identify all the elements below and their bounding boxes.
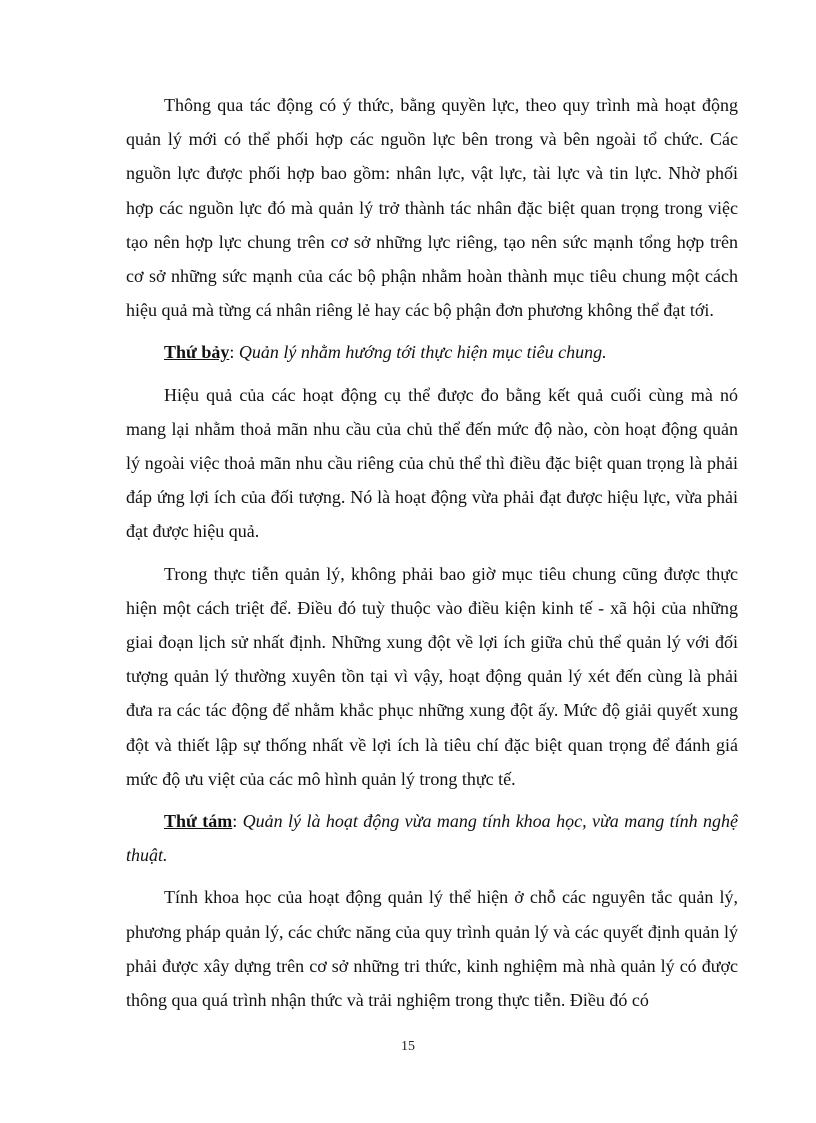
heading-text: Quản lý là hoạt động vừa mang tính khoa học, vừa mang tính nghệ thuật. (126, 811, 738, 866)
section-heading-eighth (126, 804, 738, 872)
paragraph-scientific-nature: Tính khoa học của hoạt động quản lý thể hiện ở chỗ các nguyên tắc quản lý, phương pháp quản lý, các chức năng của quy trình quản lý và các quyết định quản lý phải được xây dựng trên cơ sở những tri thức, kinh nghiệm mà nhà quản lý có được thông qua quá trình nhận thức và trải nghiệm trong thực tiễn. Điều đó có (126, 887, 738, 1011)
heading-label: Thứ bảy (164, 342, 230, 363)
heading-separator: : (229, 342, 239, 363)
page-number: 15 (401, 1039, 415, 1054)
document-body (126, 88, 738, 1025)
paragraph-practice: Trong thực tiễn quản lý, không phải bao giờ mục tiêu chung cũng được thực hiện một cách triệt để. Điều đó tuỳ thuộc vào điều kiện kinh tế - xã hội của những giai đoạn lịch sử nhất định. Những xung đột về lợi ích giữa chủ thể quản lý với đối tượng quản lý thường xuyên tồn tại vì vậy, hoạt động quản lý xét đến cùng là phải đưa ra các tác động để nhằm khắc phục những xung đột ấy. Mức độ giải quyết xung đột và thiết lập sự thống nhất về lợi ích là tiêu chí đặc biệt quan trọng để đánh giá mức độ ưu việt của các mô hình quản lý trong thực tế. (126, 563, 738, 789)
paragraph-effectiveness: Hiệu quả của các hoạt động cụ thể được đo bằng kết quả cuối cùng mà nó mang lại nhằm thoả mãn nhu cầu của chủ thể đến mức độ nào, còn hoạt động quản lý ngoài việc thoả mãn nhu cầu riêng của chủ thể thì điều đặc biệt quan trọng là phải đáp ứng lợi ích của đối tượng. Nó là hoạt động vừa phải đạt được hiệu lực, vừa phải đạt được hiệu quả. (126, 384, 738, 542)
heading-text: Quản lý nhằm hướng tới thực hiện mục tiêu chung. (238, 342, 607, 363)
paragraph-resource-coordination: Thông qua tác động có ý thức, bằng quyền lực, theo quy trình mà hoạt động quản lý mới có thể phối hợp các nguồn lực bên trong và bên ngoài tổ chức. Các nguồn lực được phối hợp bao gồm: nhân lực, vật lực, tài lực và tin lực. Nhờ phối hợp các nguồn lực đó mà quản lý trở thành tác nhân đặc biệt quan trọng trong việc tạo nên hợp lực chung trên cơ sở những lực riêng, tạo nên sức mạnh tổng hợp trên cơ sở những sức mạnh của các bộ phận nhằm hoàn thành mục tiêu chung một cách hiệu quả mà từng cá nhân riêng lẻ hay các bộ phận đơn phương không thể đạt tới. (126, 95, 738, 321)
heading-label: Thứ tám (164, 811, 233, 832)
heading-separator: : (232, 811, 243, 832)
section-heading-seventh (126, 335, 738, 369)
